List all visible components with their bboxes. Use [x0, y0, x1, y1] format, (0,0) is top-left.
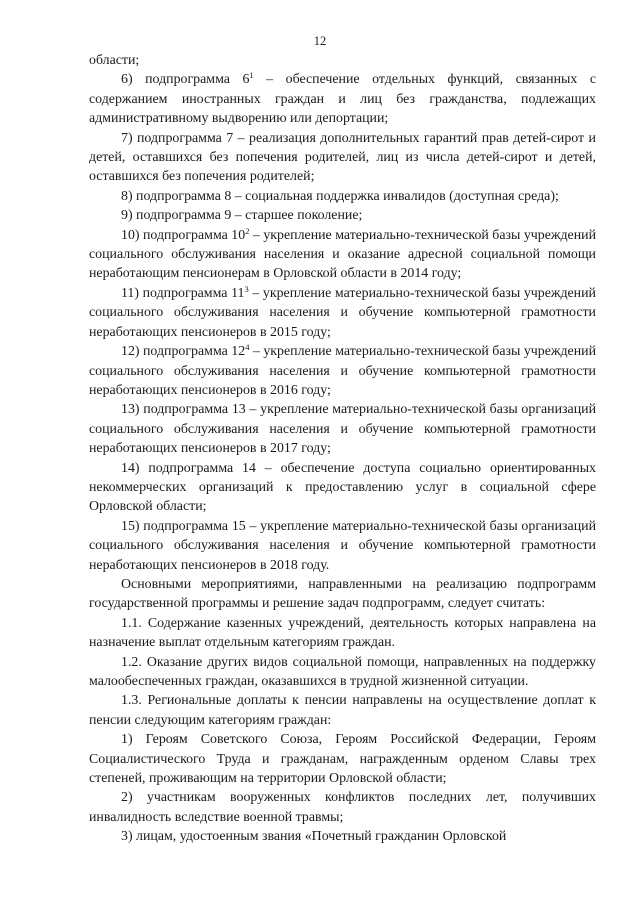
paragraph-category-1: 1) Героям Советского Союза, Героям Российской Федерации, Героям Социалистического Труда и гражданам, награжденным орденом Славы трех степеней, проживающим на территории Орловской области;: [89, 732, 596, 787]
superscript: 2: [245, 225, 250, 236]
superscript: 1: [249, 70, 254, 81]
paragraph-category-2: 2) участникам вооруженных конфликтов последних лет, получивших инвалидность вследствие военной травмы;: [89, 790, 596, 825]
paragraph-subprogram-13: 13) подпрограмма 13 – укрепление материально-технической базы организаций социального обслуживания населения и обучение компьютерной грамотности неработающих пенсионеров в 2017 году;: [89, 402, 596, 457]
paragraph-subprogram-15: 15) подпрограмма 15 – укрепление материально-технической базы организаций социального обслуживания населения и обучение компьютерной грамотности неработающих пенсионеров в 2018 году.: [89, 518, 596, 573]
paragraph-item-1-1: 1.1. Содержание казенных учреждений, деятельность которых направлена на назначение выплат отдельным категориям граждан.: [89, 615, 596, 651]
paragraph-category-3: 3) лицам, удостоенным звания «Почетный гражданин Орловской: [121, 829, 507, 845]
paragraph-main-activities: Основными мероприятиями, направленными на реализацию подпрограмм государственной программы и решение задач подпрограмм, следует считать:: [89, 576, 596, 612]
paragraph-subprogram-9: 9) подпрограмма 9 – старшее поколение;: [121, 208, 363, 224]
paragraph-subprogram-6: 6) подпрограмма $6^1$ – обеспечение отдельных функций, связанных с содержанием иностранных граждан и лиц без гражданства, подлежащих административному выдворению или депортации;: [89, 70, 596, 127]
page-number: 12: [313, 34, 327, 48]
paragraph-item-1-2: 1.2. Оказание других видов социальной помощи, направленных на поддержку малообеспеченных граждан, оказавшихся в трудной жизненной ситуации.: [89, 654, 596, 689]
document-body: [89, 51, 596, 847]
superscript: 4: [245, 342, 250, 353]
paragraph-item-1-3: 1.3. Региональные доплаты к пенсии направлены на осуществление доплат к пенсии следующим категориям граждан:: [89, 693, 596, 728]
paragraph-subprogram-14: 14) подпрограмма 14 – обеспечение доступа социально ориентированных некоммерческих организаций к предоставлению услуг в социальной сфере Орловской области;: [89, 460, 596, 515]
paragraph-subprogram-7: 7) подпрограмма 7 – реализация дополнительных гарантий прав детей-сирот и детей, оставшихся без попечения родителей, лиц из числа детей-сирот и детей, оставшихся без попечения родителей;: [89, 130, 596, 185]
paragraph-subprogram-8: 8) подпрограмма 8 – социальная поддержка инвалидов (доступная среда);: [121, 188, 559, 204]
paragraph-subprogram-10: 10) подпрограмма $10^2$ – укрепление материально-технической базы учреждений социального обслуживания населения и оказание адресной социальной помощи неработающим пенсионерам в Орловской области в 2014 году;: [89, 225, 597, 282]
paragraph-subprogram-12: 12) подпрограмма $12^4$ – укрепление материально-технической базы учреждений социального обслуживания населения и обучение компьютерной грамотности неработающих пенсионеров в 2016 году;: [89, 342, 597, 398]
paragraph-subprogram-11: 11) подпрограмма $11^3$ – укрепление материально-технической базы учреждений социального обслуживания населения и обучение компьютерной грамотности неработающих пенсионеров в 2015 году;: [89, 283, 596, 340]
superscript: 3: [244, 283, 249, 294]
paragraph-continuation: области;: [89, 53, 140, 68]
